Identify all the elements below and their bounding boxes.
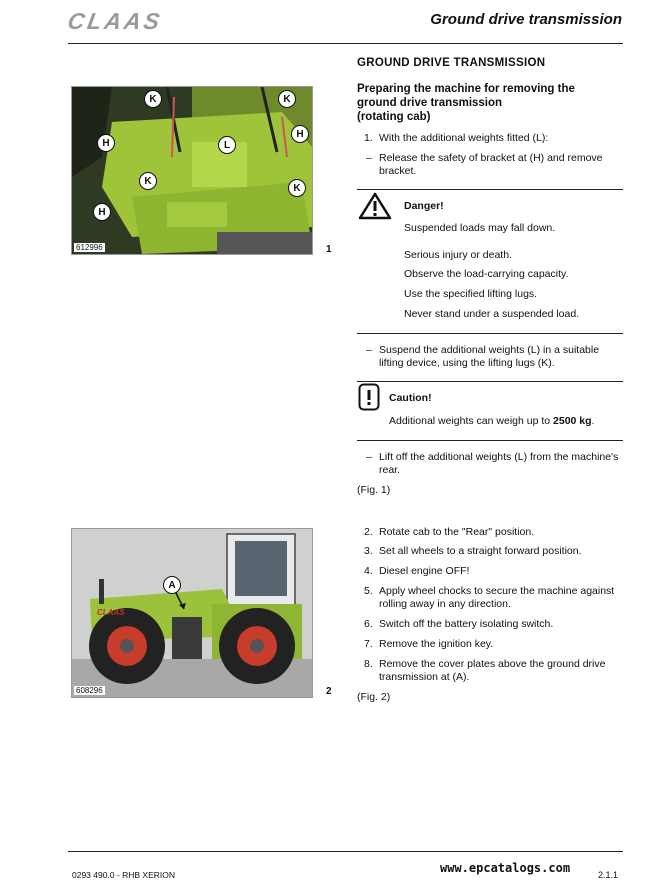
tractor-illustration [72,529,312,697]
footer-divider [68,851,623,852]
danger-line-4: Use the specified lifting lugs. [404,288,538,300]
dash-mark: – [366,451,372,463]
section-subheading [357,82,622,124]
step-number: 3. [364,545,373,557]
footer-doc-id: 0293 490.0 - RHB XERION [72,870,175,880]
danger-title: Danger! [404,200,444,212]
figure-2-photo [71,528,313,698]
danger-bottom-rule [357,333,623,334]
label-k-1: K [144,90,162,108]
caution-title: Caution! [389,392,432,404]
danger-top-rule [357,189,623,190]
step-text: Apply wheel chocks to secure the machine against rolling away in any direction. [379,585,615,610]
step-text: With the additional weights fitted (L): [379,132,549,144]
fig-1-reference: (Fig. 1) [357,484,391,496]
step-number: 7. [364,638,373,650]
danger-line-1: Suspended loads may fall down. [404,222,556,234]
subheading-line-1: Preparing the machine for removing the [357,83,575,95]
caution-text [389,415,594,428]
step-text: Rotate cab to the "Rear" position. [379,526,535,538]
step-text: Lift off the additional weights (L) from the machine's rear. [379,451,619,476]
step-text: Remove the cover plates above the ground drive transmission at (A). [379,658,606,683]
figure-2-id: 608296 [76,686,103,695]
label-h-3: H [93,203,111,221]
danger-line-2: Serious injury or death. [404,249,512,261]
figure-2-number: 2 [326,686,332,697]
danger-line-3: Observe the load-carrying capacity. [404,268,569,280]
subheading-line-2: ground drive transmission [357,97,503,109]
step-number: 5. [364,585,373,597]
danger-warning-icon [358,192,392,220]
label-k-2: K [278,90,296,108]
dash-mark: – [366,152,372,164]
step-number: 4. [364,565,373,577]
step-number: 2. [364,526,373,538]
danger-line-5: Never stand under a suspended load. [404,308,580,320]
label-a: A [163,576,181,594]
section-title: GROUND DRIVE TRANSMISSION [357,57,546,69]
fig-2-reference: (Fig. 2) [357,691,391,703]
label-h-1: H [97,134,115,152]
dash-mark: – [366,344,372,356]
step-text: Diesel engine OFF! [379,565,470,577]
step-text: Remove the ignition key. [379,638,494,650]
weights-illustration [72,87,312,254]
tractor-brand-text: CLAAS [97,608,125,617]
label-l: L [218,136,236,154]
step-text: Release the safety of bracket at (H) and remove bracket. [379,152,603,177]
label-k-4: K [288,179,306,197]
caution-weight-value: 2500 kg [553,415,592,427]
figure-1-id: 612996 [76,243,103,252]
step-number: 6. [364,618,373,630]
caution-bottom-rule [357,440,623,441]
label-k-3: K [139,172,157,190]
caution-text-end: . [591,415,595,427]
figure-1-photo [71,86,313,255]
header-divider [68,43,623,44]
subheading-line-3: (rotating cab) [357,111,431,123]
step-number: 8. [364,658,373,670]
step-text: Set all wheels to a straight forward position. [379,545,582,557]
label-h-2: H [291,125,309,143]
footer-url-link[interactable]: www.epcatalogs.com [440,861,571,875]
caution-exclamation-icon [358,383,380,411]
figure-1-number: 1 [326,244,332,255]
claas-logo: CLAAS [65,8,165,34]
step-number: 1. [364,132,373,144]
caution-top-rule [357,381,623,382]
page-header-title: Ground drive transmission [430,11,622,28]
step-text: Switch off the battery isolating switch. [379,618,554,630]
footer-page-number: 2.1.1 [598,870,619,880]
step-text: Suspend the additional weights (L) in a suitable lifting device, using the lifting lugs (K). [379,344,600,369]
caution-text-main: Additional weights can weigh up to [389,415,554,427]
